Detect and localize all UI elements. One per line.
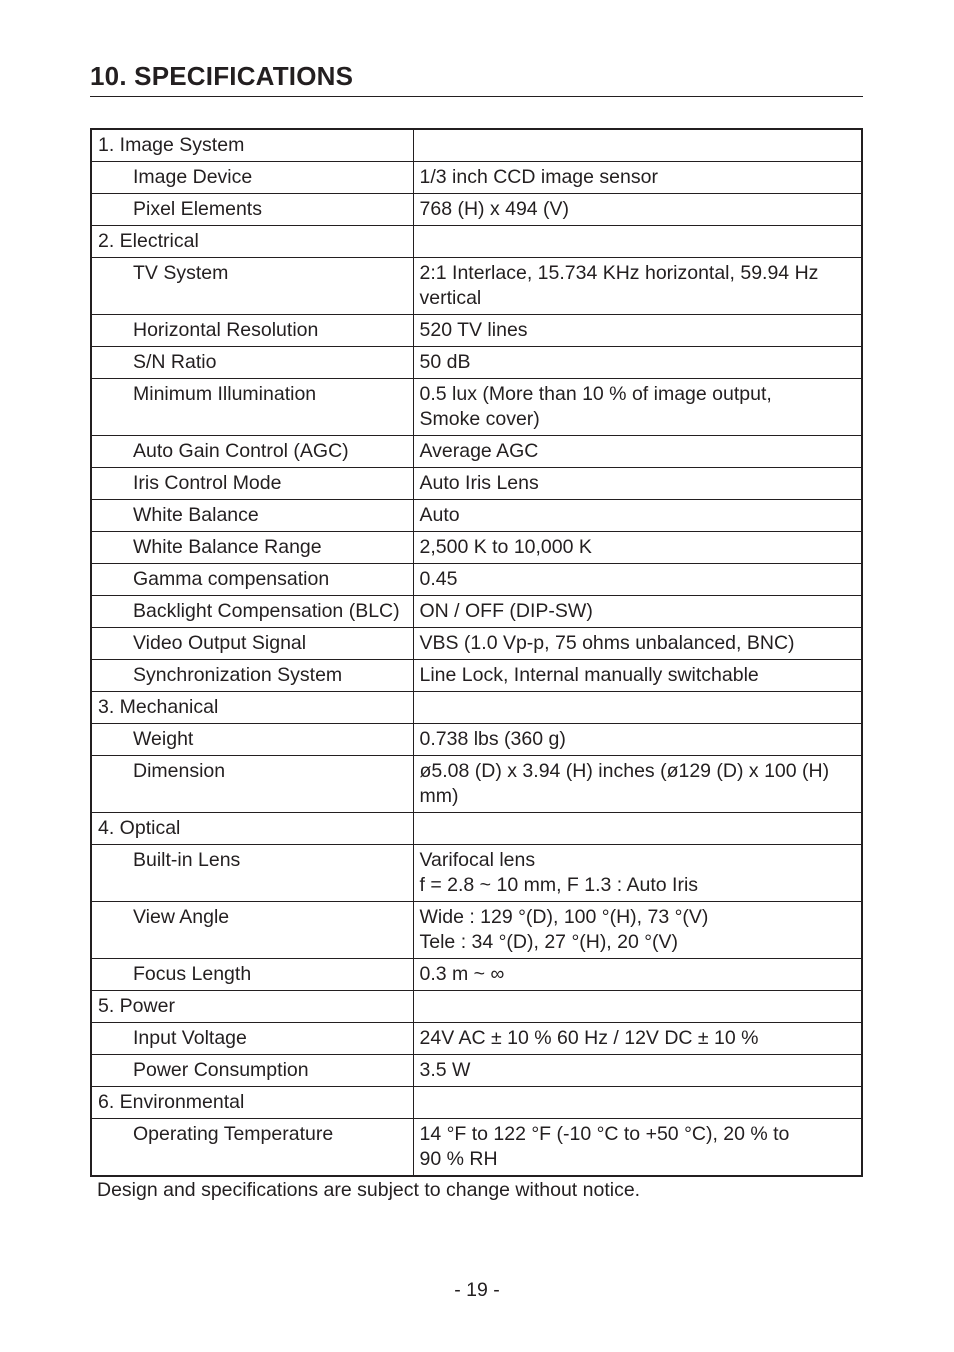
spec-value-line: vertical [419,287,482,309]
spec-value-cell [413,660,862,692]
spec-item-label: Built-in Lens [91,845,413,902]
spec-value-line: 14 °F to 122 °F (-10 °C to +50 °C), 20 % to [419,1123,790,1145]
spec-item-row [91,845,862,902]
spec-value-cell [413,500,862,532]
footer-note: Design and specifications are subject to change without notice. [97,1179,641,1201]
spec-value-cell [413,315,862,347]
spec-item-row [91,500,862,532]
spec-value-line: Average AGC [419,440,539,462]
spec-value-cell [413,959,862,991]
spec-value-cell [413,1023,862,1055]
spec-item-label: Dimension [91,756,413,813]
spec-item-row [91,660,862,692]
spec-section-label: 2. Electrical [91,226,413,258]
spec-item-label: Image Device [91,162,413,194]
spec-section-label: 5. Power [91,991,413,1023]
spec-value-line: 520 TV lines [419,319,528,341]
spec-value-line: Auto [419,504,460,526]
spec-value-cell [413,162,862,194]
spec-item-row [91,258,862,315]
spec-value-line: Tele : 34 °(D), 27 °(H), 20 °(V) [419,931,679,953]
spec-item-label: Minimum Illumination [91,379,413,436]
spec-value-cell [413,194,862,226]
spec-item-label: View Angle [91,902,413,959]
spec-value-line: Varifocal lens [419,849,536,871]
spec-value-cell [413,991,862,1023]
spec-value-line: Line Lock, Internal manually switchable [419,664,759,686]
spec-value-line: f = 2.8 ~ 10 mm, F 1.3 : Auto Iris [419,874,699,896]
spec-item-label: Gamma compensation [91,564,413,596]
spec-item-label: White Balance Range [91,532,413,564]
spec-value-line: 24V AC ± 10 % 60 Hz / 12V DC ± 10 % [419,1027,759,1049]
spec-value-line: 50 dB [419,351,471,373]
spec-section-label: 6. Environmental [91,1087,413,1119]
spec-value-cell [413,596,862,628]
spec-item-row [91,902,862,959]
spec-value-cell [413,845,862,902]
spec-item-row [91,1023,862,1055]
spec-item-label: Input Voltage [91,1023,413,1055]
spec-item-label: Synchronization System [91,660,413,692]
spec-value-cell [413,1055,862,1087]
specifications-table [90,128,863,1177]
spec-item-row [91,564,862,596]
spec-value-line: 1/3 inch CCD image sensor [419,166,658,188]
spec-value-line: 0.45 [419,568,458,590]
spec-value-cell [413,813,862,845]
spec-value-cell [413,564,862,596]
spec-item-label: Power Consumption [91,1055,413,1087]
specifications-table-body [91,129,862,1176]
spec-value-line: ON / OFF (DIP-SW) [419,600,593,622]
spec-item-label: Pixel Elements [91,194,413,226]
spec-value-cell [413,468,862,500]
spec-value-cell [413,347,862,379]
spec-value-cell [413,258,862,315]
spec-item-row [91,194,862,226]
spec-value-cell [413,902,862,959]
spec-section-row [91,692,862,724]
spec-item-label: Backlight Compensation (BLC) [91,596,413,628]
spec-value-line: 0.3 m ~ ∞ [419,963,505,985]
spec-value-line: 768 (H) x 494 (V) [419,198,570,220]
spec-value-line: 90 % RH [419,1148,498,1170]
spec-value-line: 3.5 W [419,1059,471,1081]
spec-value-line: Wide : 129 °(D), 100 °(H), 73 °(V) [419,906,709,928]
spec-item-row [91,1055,862,1087]
spec-value-line: 0.5 lux (More than 10 % of image output, [419,383,772,405]
spec-section-label: 1. Image System [91,129,413,162]
spec-item-label: Horizontal Resolution [91,315,413,347]
spec-item-row [91,315,862,347]
spec-item-label: Operating Temperature [91,1119,413,1177]
page-title: 10. SPECIFICATIONS [90,61,354,91]
spec-item-label: Video Output Signal [91,628,413,660]
spec-value-line: Smoke cover) [419,408,540,430]
spec-value-line: mm) [419,785,459,807]
spec-value-line: 2,500 K to 10,000 K [419,536,592,558]
spec-section-row [91,226,862,258]
spec-item-row [91,532,862,564]
spec-item-row [91,628,862,660]
spec-section-label: 3. Mechanical [91,692,413,724]
spec-item-row [91,162,862,194]
spec-item-row [91,724,862,756]
spec-item-row [91,1119,862,1177]
spec-section-row [91,1087,862,1119]
spec-item-row [91,468,862,500]
spec-value-cell [413,532,862,564]
spec-value-line: 2:1 Interlace, 15.734 KHz horizontal, 59.94 Hz [419,262,819,284]
spec-item-label: White Balance [91,500,413,532]
spec-value-cell [413,756,862,813]
spec-value-cell [413,692,862,724]
spec-section-row [91,813,862,845]
spec-item-row [91,596,862,628]
spec-value-cell [413,226,862,258]
spec-item-label: TV System [91,258,413,315]
spec-item-label: Weight [91,724,413,756]
spec-item-row [91,959,862,991]
spec-value-line: ø5.08 (D) x 3.94 (H) inches (ø129 (D) x 100 (H) [419,760,830,782]
spec-section-label: 4. Optical [91,813,413,845]
page-number: - 19 - [454,1279,500,1301]
spec-item-label: S/N Ratio [91,347,413,379]
spec-value-cell [413,436,862,468]
spec-value-line: 0.738 lbs (360 g) [419,728,566,750]
spec-item-row [91,756,862,813]
spec-item-row [91,379,862,436]
spec-item-row [91,436,862,468]
spec-section-row [91,129,862,162]
spec-item-row [91,347,862,379]
spec-item-label: Iris Control Mode [91,468,413,500]
spec-value-cell [413,724,862,756]
spec-value-cell [413,379,862,436]
spec-value-cell [413,1119,862,1177]
spec-value-cell [413,129,862,162]
spec-value-line: VBS (1.0 Vp-p, 75 ohms unbalanced, BNC) [419,632,795,654]
spec-item-label: Focus Length [91,959,413,991]
spec-value-cell [413,628,862,660]
spec-section-row [91,991,862,1023]
title-divider [90,96,863,97]
spec-value-line: Auto Iris Lens [419,472,539,494]
spec-item-label: Auto Gain Control (AGC) [91,436,413,468]
spec-value-cell [413,1087,862,1119]
